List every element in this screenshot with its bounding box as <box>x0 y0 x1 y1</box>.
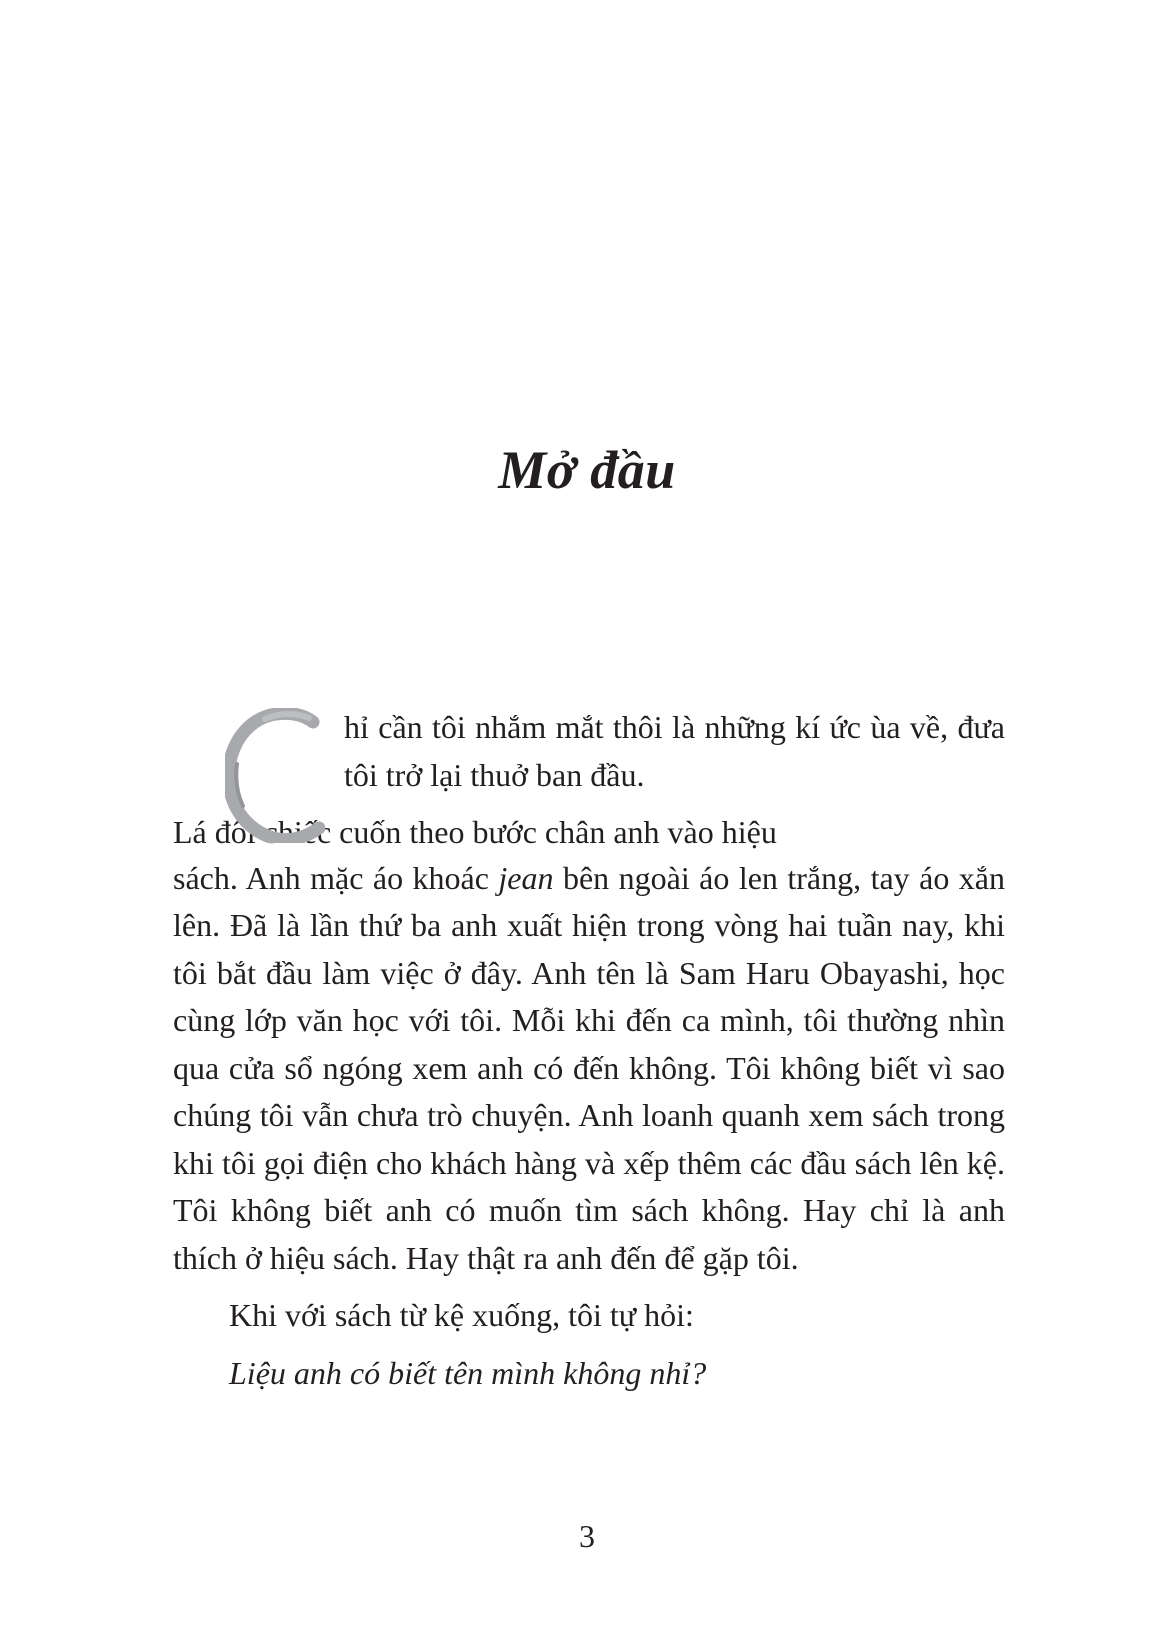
drop-cap-letter <box>225 708 325 843</box>
paragraph-2-italic-word: jean <box>498 859 554 896</box>
paragraph-1: hỉ cần tôi nhắm mắt thôi là những kí ức ùa về, đưa tôi trở lại thuở ban đầu. <box>344 709 1005 793</box>
paragraph-2-text-a: sách. Anh mặc áo khoác <box>173 859 499 896</box>
chapter-body <box>173 704 1005 1397</box>
page-number: 3 <box>579 1518 595 1554</box>
opening-paragraph-block <box>173 704 1005 857</box>
paragraph-4: Liệu anh có biết tên mình không nhỉ? <box>229 1354 707 1391</box>
paragraph-2-text-b: bên ngoài áo len trắng, tay áo xắn lên. Đã là lần thứ ba anh xuất hiện trong vòng hai tuần nay, khi tôi bắt đầu làm việc ở đây. Anh tên là Sam Haru Obayashi, học cùng lớp văn học với tôi. Mỗi khi đến ca mình, tôi thường nhìn qua cửa sổ ngóng xem anh có đến không. Tôi không biết vì sao chúng tôi vẫn chưa trò chuyện. Anh loanh quanh xem sách trong khi tôi gọi điện cho khách hàng và xếp thêm các đầu sách lên kệ. Tôi không biết anh có muốn tìm sách không. Hay chỉ là anh thích ở hiệu sách. Hay thật ra anh đến để gặp tôi. <box>173 859 1006 1276</box>
paragraph-3: Khi với sách từ kệ xuống, tôi tự hỏi: <box>229 1297 694 1333</box>
chapter-title: Mở đầu <box>498 440 676 500</box>
paragraph-2-first-line: Lá đôi chiếc cuốn theo bước chân anh vào hiệu <box>173 814 777 850</box>
paragraph-2 <box>173 855 1005 1283</box>
